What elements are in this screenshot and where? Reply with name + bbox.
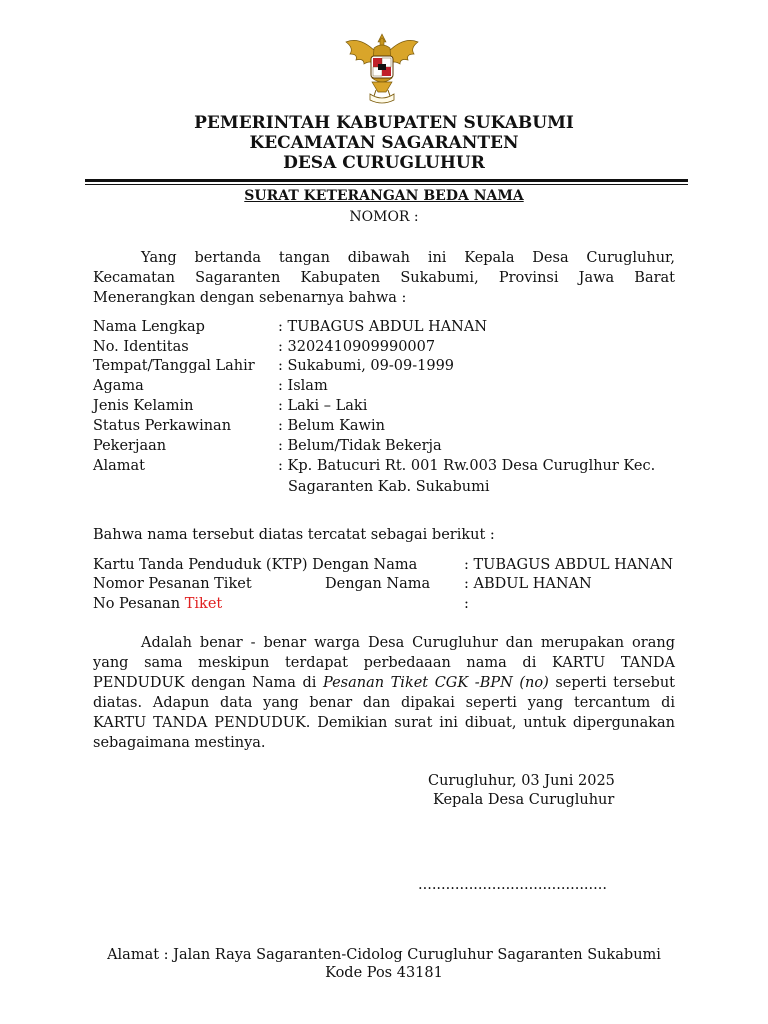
signature-position: Kepala Desa Curugluhur — [433, 792, 615, 808]
header-divider-thin — [85, 184, 688, 185]
identity-row — [93, 416, 693, 436]
statement-line: sebagaimana mestinya. — [93, 735, 266, 751]
letter-title: SURAT KETERANGAN BEDA NAMA — [244, 188, 524, 204]
identity-row — [93, 456, 693, 476]
identity-label: Nama Lengkap — [93, 319, 205, 335]
identity-label: Agama — [93, 378, 144, 394]
header-divider-thick — [85, 179, 688, 182]
record-value: : TUBAGUS ABDUL HANAN — [464, 557, 674, 573]
statement-line: yang sama meskipun terdapat perbedaaan nama di KARTU TANDA — [93, 655, 675, 671]
footer-address: Alamat : Jalan Raya Sagaranten-Cidolog Curugluhur Sagaranten Sukabumi — [107, 947, 661, 963]
record-row — [93, 594, 693, 614]
record-row — [93, 555, 693, 575]
identity-label: Tempat/Tanggal Lahir — [93, 358, 255, 374]
identity-value: : TUBAGUS ABDUL HANAN — [278, 319, 488, 335]
identity-row — [93, 337, 693, 357]
identity-row — [93, 477, 693, 497]
header-district: KECAMATAN SAGARANTEN — [249, 133, 519, 153]
identity-label: Jenis Kelamin — [93, 398, 194, 414]
identity-label: No. Identitas — [93, 339, 189, 355]
statement-line: KARTU TANDA PENDUDUK. Demikian surat ini dibuat, untuk dipergunakan — [93, 715, 675, 731]
identity-value: : Belum Kawin — [278, 418, 385, 434]
ticket-reference: Pesanan Tiket CGK -BPN (no) — [322, 675, 549, 691]
records-intro — [93, 525, 693, 545]
identity-row — [93, 436, 693, 456]
signature-name-line: ......................................... — [418, 877, 607, 893]
record-mid-label: Dengan Nama — [325, 576, 431, 592]
identity-value-continued: Sagaranten Kab. Sukabumi — [288, 479, 490, 495]
identity-value: : 3202410909990007 — [278, 339, 436, 355]
header-village: DESA CURUGLUHUR — [283, 153, 485, 173]
identity-value: : Belum/Tidak Bekerja — [278, 438, 442, 454]
identity-label: Pekerjaan — [93, 438, 167, 454]
record-row — [93, 574, 693, 594]
footer-postal-code: Kode Pos 43181 — [325, 965, 443, 981]
letter-number: NOMOR : — [349, 209, 419, 225]
intro-line: Kecamatan Sagaranten Kabupaten Sukabumi, Provinsi Jawa Barat — [93, 270, 675, 286]
identity-value: : Laki – Laki — [278, 398, 368, 414]
identity-row — [93, 376, 693, 396]
intro-paragraph — [93, 248, 675, 308]
record-label: No Pesanan Tiket — [93, 596, 223, 612]
identity-row — [93, 356, 693, 376]
record-label-highlight: Tiket — [184, 596, 223, 612]
record-label: Nomor Pesanan Tiket — [93, 576, 252, 592]
record-label: Kartu Tanda Penduduk (KTP) Dengan Nama — [93, 557, 418, 573]
record-value: : — [464, 596, 469, 612]
identity-row — [93, 396, 693, 416]
records-intro-text: Bahwa nama tersebut diatas tercatat sebagai berikut : — [93, 527, 495, 543]
statement-line: Adalah benar - benar warga Desa Curugluhur dan merupakan orang — [141, 635, 675, 651]
intro-line: Yang bertanda tangan dibawah ini Kepala Desa Curugluhur, — [141, 250, 675, 266]
identity-value: : Sukabumi, 09-09-1999 — [278, 358, 455, 374]
record-value: : ABDUL HANAN — [464, 576, 592, 592]
identity-label: Status Perkawinan — [93, 418, 232, 434]
identity-value: : Kp. Batucuri Rt. 001 Rw.003 Desa Curuglhur Kec. — [278, 458, 656, 474]
statement-line: PENDUDUK dengan Nama di Pesanan Tiket CGK -BPN (no) seperti tersebut — [93, 675, 675, 691]
statement-line: diatas. Adapun data yang benar dan dipakai seperti yang tercantum di — [93, 695, 675, 711]
identity-row — [93, 317, 693, 337]
header-government: PEMERINTAH KABUPATEN SUKABUMI — [194, 113, 574, 133]
identity-value: : Islam — [278, 378, 328, 394]
statement-paragraph — [93, 633, 675, 753]
intro-line: Menerangkan dengan sebenarnya bahwa : — [93, 290, 407, 306]
identity-label: Alamat — [93, 458, 145, 474]
garuda-emblem-icon — [340, 30, 424, 108]
signature-place-date: Curugluhur, 03 Juni 2025 — [428, 773, 615, 789]
